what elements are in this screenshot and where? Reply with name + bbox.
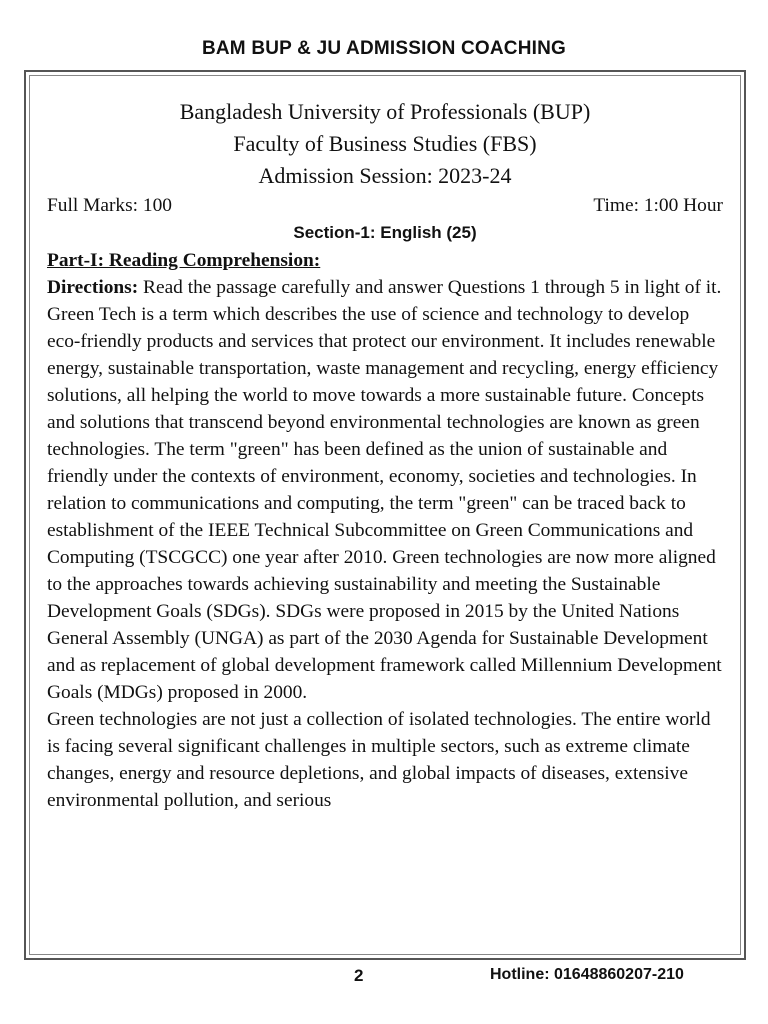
part-title: Part-I: Reading Comprehension: [47, 250, 321, 271]
faculty-name: Faculty of Business Studies (FBS) [233, 131, 537, 156]
hotline: Hotline: 01648860207-210 [490, 966, 684, 983]
university-name: Bangladesh University of Professionals (BUP) [179, 99, 591, 124]
directions-text: Read the passage carefully and answer Questions 1 through 5 in light of it. [138, 277, 722, 298]
passage-paragraph: Green technologies are not just a collection of isolated technologies. The entire world is facing several significant challenges in multiple sectors, such as extreme climate changes, energy and resource depletions, and global impacts of diseases, extensive environmental pollution, and serious [47, 709, 711, 811]
section-title: Section-1: English (25) [293, 223, 477, 242]
coaching-header: BAM BUP & JU ADMISSION COACHING [201, 38, 567, 59]
exam-meta-row [47, 193, 723, 219]
passage-paragraph: Green Tech is a term which describes the use of science and technology to develop eco-friendly products and services that protect our environment. It includes renewable energy, sustainable transportation, waste management and recycling, energy efficiency solutions, all helping the world to move towards a more sustainable future. Concepts and solutions that transcend beyond environmental technologies are known as green technologies. The term "green" has been defined as the union of sustainable and friendly under the contexts of environment, economy, societies and technologies. In relation to communications and computing, the term "green" can be traced back to establishment of the IEEE Technical Subcommittee on Green Communications and Computing (TSCGCC) one year after 2010. Green technologies are now more aligned to the approaches towards achieving sustainability and meeting the Sustainable Development Goals (SDGs). SDGs were proposed in 2015 by the United Nations General Assembly (UNGA) as part of the 2030 Agenda for Sustainable Development and as replacement of global development framework called Millennium Development Goals (MDGs) proposed in 2000. [47, 304, 722, 703]
exam-title-block [47, 96, 723, 192]
page-number: 2 [354, 966, 364, 985]
exam-time: Time: 1:00 Hour [593, 195, 723, 216]
admission-session: Admission Session: 2023-24 [258, 163, 512, 188]
document-body [47, 96, 723, 814]
directions [47, 274, 723, 301]
full-marks: Full Marks: 100 [47, 195, 172, 216]
directions-label: Directions: [47, 277, 139, 298]
